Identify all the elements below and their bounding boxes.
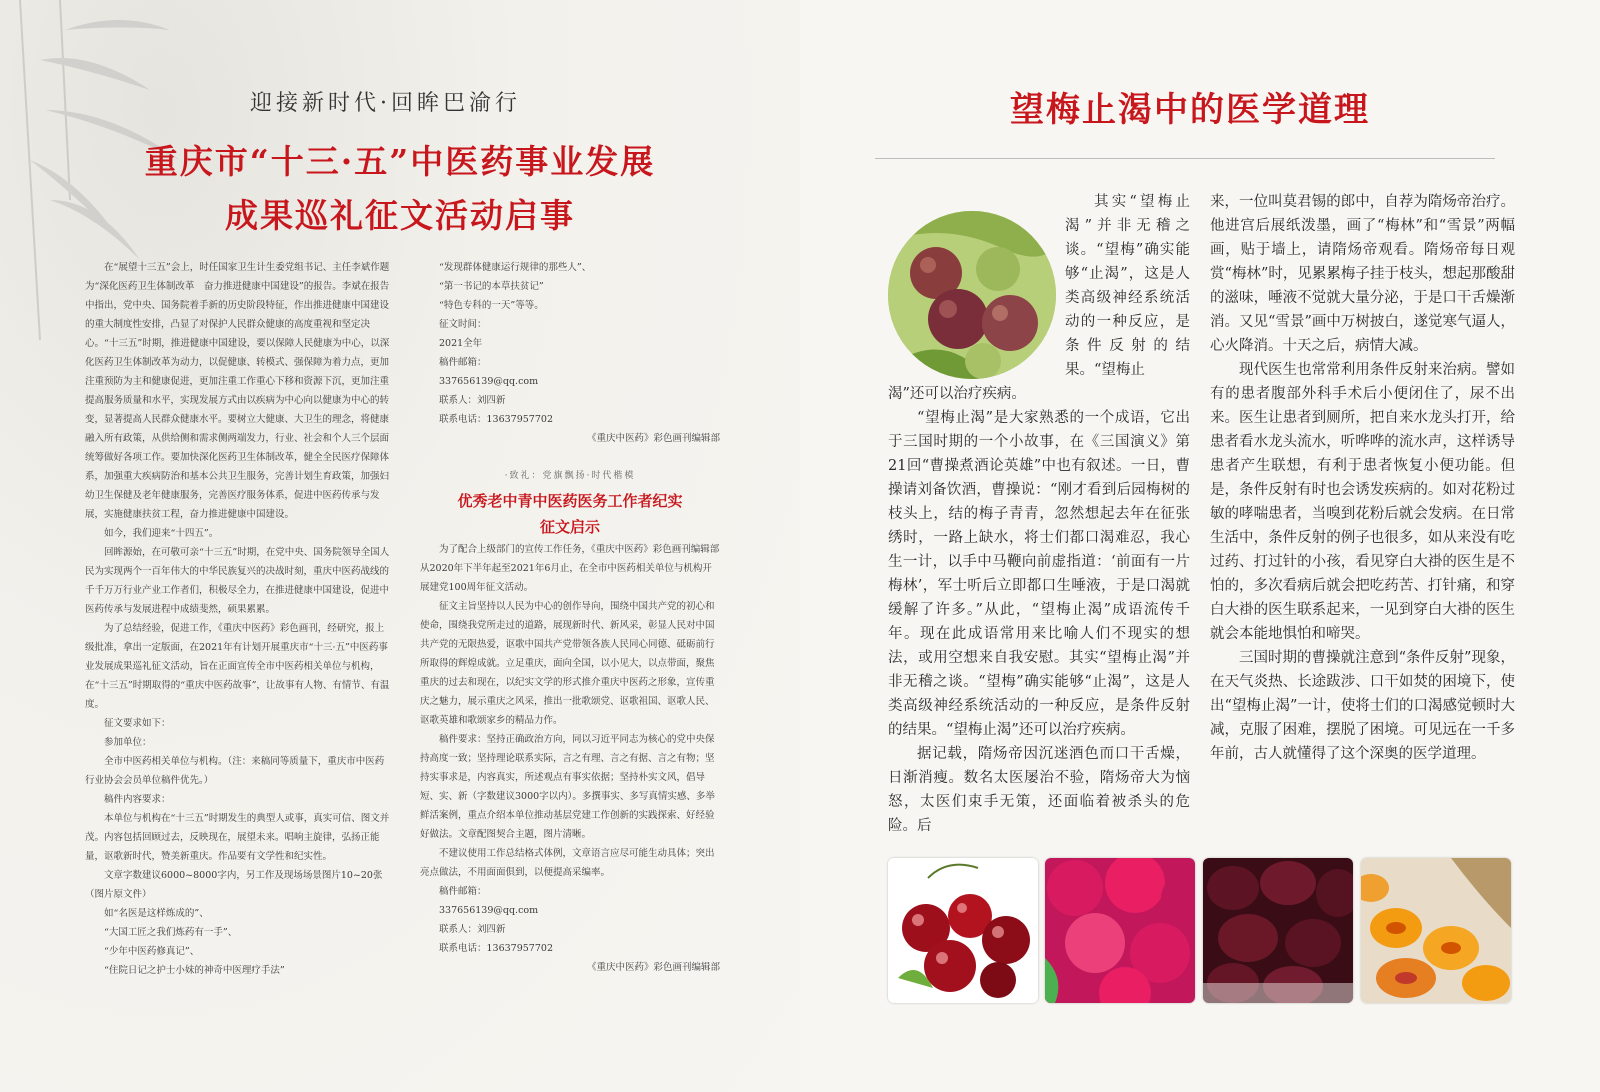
paragraph: 稿件邮箱：	[439, 357, 487, 368]
paragraph: 如今，我们迎来“十四五”。	[104, 528, 219, 539]
title-divider	[875, 158, 1495, 159]
preserved-plums-photo	[1203, 858, 1353, 1003]
announcement-title-line1: 重庆市“十三·五”中医药事业发展	[144, 142, 656, 181]
paragraph: 文章字数建议6000~8000字内，另工作及现场场景图片10~20张（图片原文件）	[85, 870, 383, 900]
paragraph: “特色专科的一天”等等。	[439, 300, 544, 311]
paragraph: 2021全年	[439, 338, 483, 349]
paragraph: 如“名医是这样炼成的”、	[104, 908, 209, 919]
paragraph: 回眸源始，在可敬可亲“十三五”时期，在党中央、国务院领导全国人民为实现两个一百年伟大的中华民族复兴的决战时刻，重庆中医药战线的千千万万行业产业工作者们，积极尽全力，在推进健康中国建设，促进中医药传承与发展进程中成绩斐然，硕果累累。	[85, 547, 390, 615]
paragraph: “望梅止渴”是大家熟悉的一个成语，它出于三国时期的一个小故事，在《三国演义》第21回“曹操煮酒论英雄”中也有叙述。一日，曹操请刘备饮酒，曹操说：“刚才看到后园梅树的枝头上，结的梅子青青，忽然想起去年在征张绣时，一路上缺水，将士们都口渴难忍，我心生一计，以手中马鞭向前虚指道：‘前面有一片梅林’，军士听后立即都口生唾液，于是口渴就缓解了许多。”从此，“望梅止渴”成语流传千年。现在此成语常用来比喻人们不现实的想法，或用空想来自我安慰。其实“望梅止渴”并非无稽之谈。“望梅”确实能够“止渴”，这是人类高级神经系统活动的一种反应，是条件反射的结果。“望梅止渴”还可以治疗疾病。	[888, 410, 1190, 738]
paragraph: 联系电话：13637957702	[439, 943, 553, 954]
announcement-column-1	[85, 258, 390, 980]
announcement-column-2-top	[420, 258, 720, 448]
paragraph: 三国时期的曹操就注意到“条件反射”现象，在天气炎热、长途跋涉、口干如焚的困境下，使出“望梅止渴”一计，使将士们的口渴感觉顿时大减，克服了困难，摆脱了困境。可见远在一千多年前，古人就懂得了这个深奥的医学道理。	[1210, 650, 1515, 762]
paragraph: “少年中医药修真记”、	[104, 946, 200, 957]
signature: 《重庆中医药》彩色画刊编辑部	[586, 433, 720, 444]
paragraph: 稿件内容要求：	[104, 794, 171, 805]
paragraph: 为了配合上级部门的宣传工作任务，《重庆中医药》彩色画刊编辑部从2020年下半年起至2021年6月止，在全市中医药相关单位与机构开展建党100周年征文活动。	[420, 544, 720, 593]
paragraph: 本单位与机构在“十三五”时期发生的典型人或事，真实可信、图文并茂。内容包括回顾过去，反映现在，展望未来。唱响主旋律，弘扬正能量，讴歌新时代，赞美新重庆。作品要有文学性和纪实性。	[85, 813, 390, 862]
paragraph: 为了总结经验，促进工作，《重庆中医药》彩色画刊，经研究，报上级批准，拿出一定版面，在2021年有计划开展重庆市“十三·五”中医药事业发展成果巡礼征文活动，旨在正面宣传全市中医药相关单位与机构，在“十三五”时期取得的“重庆中医药故事”，让故事有人物、有情节、有温度。	[85, 623, 390, 710]
paragraph: 联系电话：13637957702	[439, 414, 553, 425]
signature: 《重庆中医药》彩色画刊编辑部	[586, 962, 720, 973]
paragraph: 现代医生也常常利用条件反射来治病。譬如有的患者腹部外科手术后小便闭住了，尿不出来。医生让患者到厕所，把自来水龙头打开，给患者看水龙头流水，听哗哗的流水声，这样诱导患者产生联想，有利于患者恢复小便功能。但是，条件反射有时也会诱发疾病的。如对花粉过敏的哮喘患者，当嗅到花粉后就会发病。在日常生活中，条件反射的例子也很多，如从来没有吃过药、打过针的小孩，看见穿白大褂的医生是不怕的，多次看病后就会把吃药苦、打针痛，和穿白大褂的医生联系起来，一见到穿白大褂的医生就会本能地惧怕和啼哭。	[1210, 362, 1515, 642]
article-column-2	[1210, 190, 1515, 766]
paragraph: 其实“望梅止渴”并非无稽之谈。“望梅”确实能够“止渴”，这是人类高级神经系统活动的一种反应，是条件反射的结果。“望梅止	[1065, 194, 1190, 378]
paragraph: 来，一位叫莫君锡的郎中，自荐为隋炀帝治疗。他进宫后展纸泼墨，画了“梅林”和“雪景”两幅画，贴于墙上，请隋炀帝观看。隋炀帝每日观赏“梅林”时，见累累梅子挂于枝头，想起那酸甜的滋味，唾液不觉就大量分泌，于是口干舌燥渐消。又见“雪景”画中万树披白，遂觉寒气逼人，心火降消。十天之后，病情大减。	[1210, 194, 1515, 354]
article-column-1-bottom	[888, 382, 1190, 838]
paragraph: 联系人：刘四新	[439, 395, 506, 406]
bayberries-photo	[1045, 858, 1195, 1003]
section-title-line2: 征文启示	[539, 518, 600, 536]
paragraph: 在“展望十三五”会上，时任国家卫生计生委党组书记、主任李斌作题为“深化医药卫生体制改革 奋力推进健康中国建设”的报告。李斌在报告中指出，党中央、国务院着手新的历史阶段特征，作出推进健康中国建设的重大制度性安排，凸显了对保护人民群众健康的高度重视和坚定决心。“十三五”时期，推进健康中国建设，要以保障人民健康为中心，以深化医药卫生体制改革为动力，以促健康、转模式、强保障为着力点，更加注重预防为主和健康促进，更加注重工作重心下移和资源下沉，更加注重提高服务质量和水平，实现发展方式由以疾病为中心向以健康为中心的转变，显著提高人民群众健康水平。要树立大健康、大卫生的理念，将健康融入所有政策，从供给侧和需求侧两端发力，行业、社会和个人三个层面统筹做好各项工作。要加快深化医药卫生体制改革，健全全民医疗保障体系，加强重大疾病防治和基本公共卫生服务，完善计划生育政策，加强妇幼卫生保健及老年健康服务，完善医疗服务体系，促进中医药传承与发展，实施健康扶贫工程，奋力推进健康中国建设。	[85, 262, 390, 520]
paragraph: 征文主旨坚持以人民为中心的创作导向，围绕中国共产党的初心和使命，围绕我党所走过的道路，展现新时代、新风采，彰显人民对中国共产党的无限热爱，讴歌中国共产党带领各族人民同心同德、砥砺前行所取得的辉煌成就。立足重庆，面向全国，以小见大，以点带面，聚焦重庆的过去和现在，以纪实文学的形式推介重庆中医药之形象，宣传重庆之魅力，展示重庆之风采，推出一批歌颂党、讴歌祖国、讴歌人民、讴歌英雄和歌颂家乡的精品力作。	[420, 601, 715, 726]
paragraph: 全市中医药相关单位与机构。（注：来稿同等质量下，重庆市中医药行业协会会员单位稿件优先。）	[85, 756, 385, 786]
paragraph: 稿件要求：坚持正确政治方向，同以习近平同志为核心的党中央保持高度一致；坚持理论联系实际，言之有理、言之有据、言之有物；坚持实事求是，内容真实，所述观点有事实依据；坚持朴实文风，倡导短、实、新（字数建议3000字以内）。多撰事实、多写真情实感、多举鲜活案例，重点介绍本单位推动基层党建工作创新的实践探索、好经验好做法。文章配图契合主题，图片清晰。	[420, 734, 715, 840]
paragraph: “大国工匠之我们炼药有一手”、	[104, 927, 238, 938]
paragraph: “第一书记的本草扶贫记”	[439, 281, 544, 292]
article-title: 望梅止渴中的医学道理	[1010, 90, 1370, 130]
paragraph: 参加单位：	[104, 737, 152, 748]
plum-photo-round	[888, 211, 1056, 379]
paragraph: 不建议使用工作总结格式体例，文章语言应尽可能生动具体；突出亮点做法，不用面面俱到，以便提高采编率。	[420, 848, 715, 878]
article-column-1-top	[1065, 190, 1190, 382]
email-link[interactable]: 337656139@qq.com	[439, 376, 539, 387]
cherries-photo	[888, 858, 1038, 1003]
paragraph: 征文时间：	[439, 319, 487, 330]
paragraph: 联系人：刘四新	[439, 924, 506, 935]
paragraph: 据记载，隋炀帝因沉迷酒色而口干舌燥，日渐消瘦。数名太医屡治不验，隋炀帝大为恼怒，太医们束手无策，还面临着被杀头的危险。后	[888, 746, 1190, 834]
paragraph: 征文要求如下：	[104, 718, 171, 729]
paragraph: 渴”还可以治疗疾病。	[888, 386, 1026, 402]
section-title-line1: 优秀老中青中医药医务工作者纪实	[457, 492, 683, 510]
dried-apricots-photo	[1361, 858, 1511, 1003]
section-subheading: ·致礼：党旗飘扬·时代楷模	[504, 471, 636, 481]
paragraph: “住院日记之护士小妹的神奇中医理疗手法”	[104, 965, 285, 976]
kicker-heading: 迎接新时代·回眸巴渝行	[250, 91, 521, 116]
announcement-column-2-bottom	[420, 540, 720, 977]
email-link[interactable]: 337656139@qq.com	[439, 905, 539, 916]
paragraph: 稿件邮箱：	[439, 886, 487, 897]
paragraph: “发现群体健康运行规律的那些人”、	[439, 262, 592, 273]
announcement-title-line2: 成果巡礼征文活动启事	[225, 196, 575, 235]
